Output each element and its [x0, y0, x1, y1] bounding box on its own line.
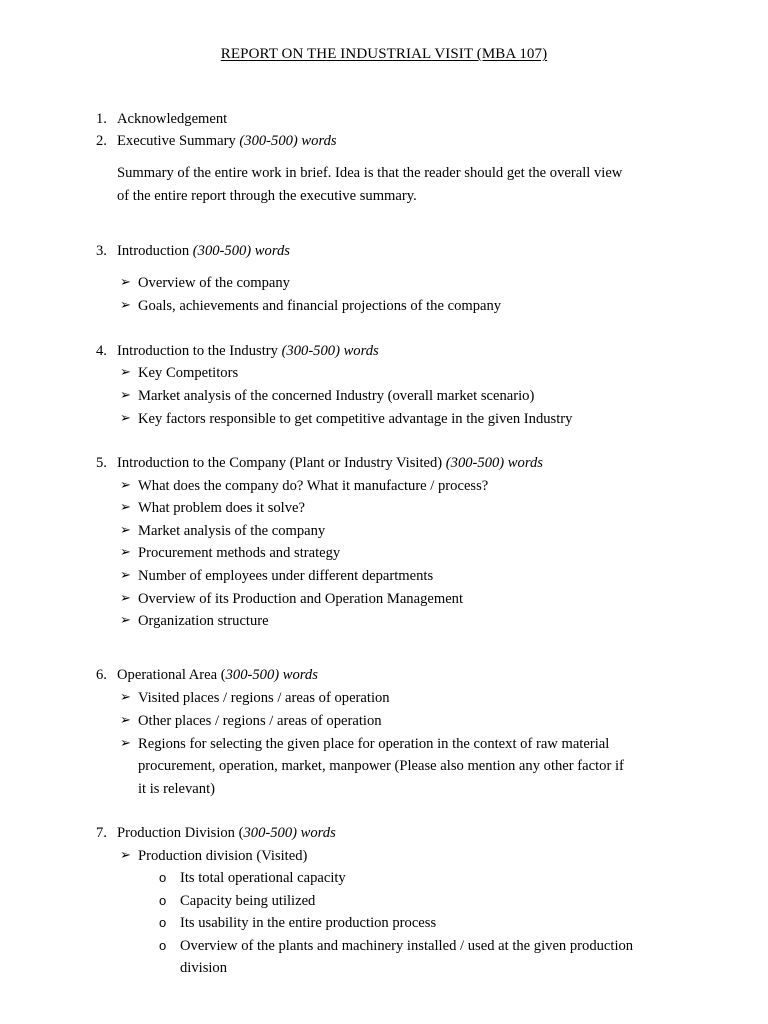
sub-list-item: Overview of the plants and machinery installed / used at the given production [180, 938, 634, 954]
list-item: Visited places / regions / areas of operation [138, 690, 390, 706]
arrow-bullet-icon: ➢ [120, 523, 131, 538]
section-heading: Introduction to the Company (Plant or Industry Visited) (300-500) words [117, 455, 543, 471]
list-item: What problem does it solve? [138, 500, 305, 516]
arrow-bullet-icon: ➢ [120, 736, 131, 751]
list-item: Key Competitors [138, 365, 239, 381]
section-heading: Executive Summary (300-500) words [117, 133, 337, 149]
list-item: Overview of its Production and Operation Management [138, 591, 464, 607]
arrow-bullet-icon: ➢ [120, 298, 131, 313]
sub-list-item: Its usability in the entire production process [180, 915, 437, 931]
circle-bullet-icon: o [159, 870, 167, 885]
section-heading: Production Division (300-500) words [117, 825, 336, 841]
list-item: Market analysis of the company [138, 523, 326, 539]
list-item: Regions for selecting the given place for operation in the context of raw material [138, 736, 610, 752]
word-count: (300-500) words [192, 243, 290, 259]
list-item: Key factors responsible to get competitive advantage in the given Industry [138, 411, 573, 427]
list-item: Goals, achievements and financial projections of the company [138, 298, 502, 314]
list-item: Other places / regions / areas of operation [138, 713, 382, 729]
list-item: What does the company do? What it manufacture / process? [138, 478, 489, 494]
word-count: (300-500) words [239, 133, 337, 149]
word-count: (300-500) words [281, 343, 379, 359]
section-heading: Acknowledgement [117, 111, 228, 127]
word-count: 300-500) words [225, 667, 318, 683]
list-item: Production division (Visited) [138, 848, 308, 864]
arrow-bullet-icon: ➢ [120, 713, 131, 728]
arrow-bullet-icon: ➢ [120, 478, 131, 493]
section-number: 6. [96, 667, 107, 683]
arrow-bullet-icon: ➢ [120, 500, 131, 515]
arrow-bullet-icon: ➢ [120, 613, 131, 628]
circle-bullet-icon: o [159, 893, 167, 908]
sub-list-item-continuation: division [180, 960, 228, 976]
section-number: 3. [96, 243, 107, 259]
word-count: (300-500) words [445, 455, 543, 471]
section-heading: Introduction to the Industry (300-500) words [117, 343, 379, 359]
circle-bullet-icon: o [159, 938, 167, 953]
page-title: REPORT ON THE INDUSTRIAL VISIT (MBA 107) [220, 46, 548, 62]
arrow-bullet-icon: ➢ [120, 545, 131, 560]
section-heading: Introduction (300-500) words [117, 243, 290, 259]
section-number: 7. [96, 825, 107, 841]
section-number: 1. [96, 111, 107, 127]
list-item: Number of employees under different departments [138, 568, 434, 584]
section-heading: Operational Area (300-500) words [117, 667, 318, 683]
sub-list-item: Capacity being utilized [180, 893, 316, 909]
list-item-continuation: procurement, operation, market, manpower (Please also mention any other factor if [138, 758, 624, 774]
list-item: Procurement methods and strategy [138, 545, 341, 561]
arrow-bullet-icon: ➢ [120, 848, 131, 863]
circle-bullet-icon: o [159, 915, 167, 930]
summary-paragraph-line: of the entire report through the executive summary. [117, 188, 417, 204]
list-item: Market analysis of the concerned Industry (overall market scenario) [138, 388, 535, 404]
summary-paragraph-line: Summary of the entire work in brief. Idea is that the reader should get the overall view [117, 165, 623, 181]
word-count: 300-500) words [243, 825, 336, 841]
arrow-bullet-icon: ➢ [120, 591, 131, 606]
section-number: 4. [96, 343, 107, 359]
arrow-bullet-icon: ➢ [120, 568, 131, 583]
list-item-continuation: it is relevant) [138, 781, 215, 797]
list-item: Organization structure [138, 613, 269, 629]
section-number: 2. [96, 133, 107, 149]
arrow-bullet-icon: ➢ [120, 388, 131, 403]
arrow-bullet-icon: ➢ [120, 411, 131, 426]
list-item: Overview of the company [138, 275, 290, 291]
arrow-bullet-icon: ➢ [120, 365, 131, 380]
arrow-bullet-icon: ➢ [120, 690, 131, 705]
section-number: 5. [96, 455, 107, 471]
sub-list-item: Its total operational capacity [180, 870, 346, 886]
arrow-bullet-icon: ➢ [120, 275, 131, 290]
